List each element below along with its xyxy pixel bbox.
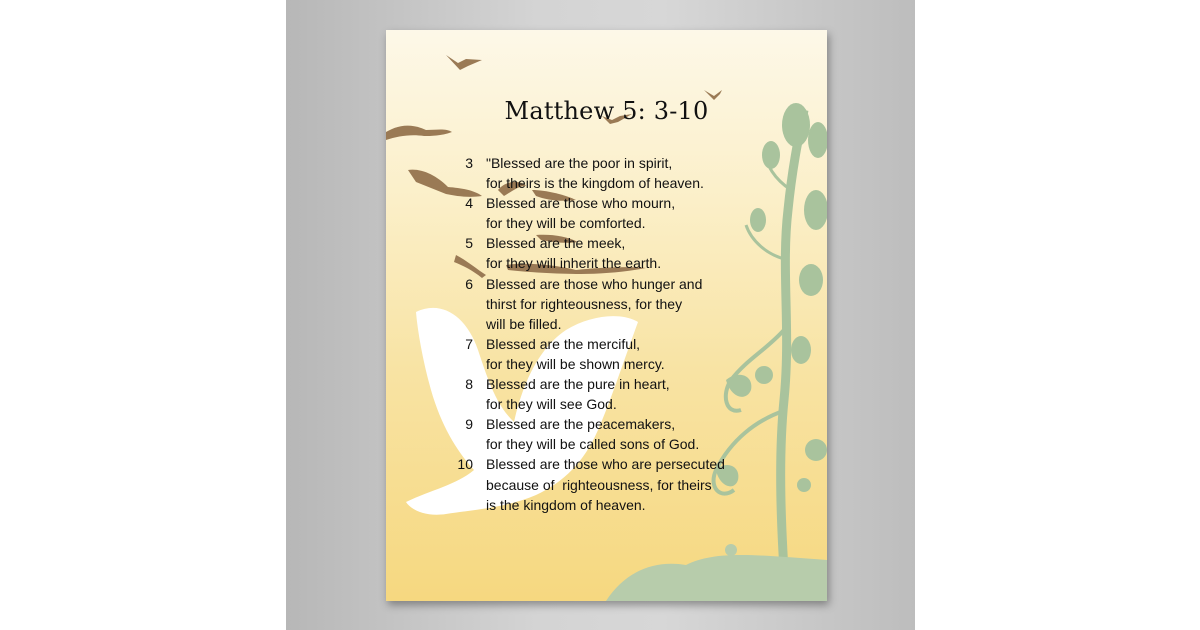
verse-text: because of righteousness, for theirs xyxy=(486,476,712,493)
verse-text: Blessed are those who hunger and xyxy=(486,275,703,292)
verse-line xyxy=(436,495,816,515)
verse-line xyxy=(436,354,816,374)
verse-line xyxy=(436,434,816,454)
verse-line xyxy=(436,294,816,314)
verse-text: Blessed are those who are persecuted xyxy=(486,456,725,473)
verse-line xyxy=(436,394,816,414)
verse-text: Blessed are the pure in heart, xyxy=(486,376,670,393)
verse-text: Blessed are the meek, xyxy=(486,235,626,252)
verse-text: for they will see God. xyxy=(486,396,617,413)
verse-number: 7 xyxy=(465,335,473,352)
verse-number: 4 xyxy=(465,195,473,212)
verse-number: 8 xyxy=(465,376,473,393)
verse-line xyxy=(436,414,816,434)
verse-number: 10 xyxy=(457,456,473,473)
verse-line xyxy=(436,274,816,294)
verse-line xyxy=(436,334,816,354)
verse-text: Blessed are those who mourn, xyxy=(486,195,676,212)
verse-text: for they will be comforted. xyxy=(486,215,646,232)
verse-line xyxy=(436,314,816,334)
verse-number: 3 xyxy=(465,155,473,171)
verse-line xyxy=(436,153,816,173)
verse-text: for they will be called sons of God. xyxy=(486,436,700,453)
verse-text: will be filled. xyxy=(486,315,562,332)
verse-text: thirst for righteousness, for they xyxy=(486,295,683,312)
verse-line xyxy=(436,253,816,273)
verse-line xyxy=(436,233,816,253)
verse-number: 5 xyxy=(465,235,473,252)
poster-title: Matthew 5: 3-10 xyxy=(504,97,709,125)
verse-number: 6 xyxy=(465,275,473,292)
flower-icon xyxy=(606,544,827,601)
verse-text: is the kingdom of heaven. xyxy=(486,496,646,513)
verse-text: for theirs is the kingdom of heaven. xyxy=(486,175,704,192)
verse-line xyxy=(436,213,816,233)
verse-line xyxy=(436,475,816,495)
verse-text: Blessed are the peacemakers, xyxy=(486,416,676,433)
verse-text: for they will be shown mercy. xyxy=(486,355,665,372)
verse-line xyxy=(436,173,816,193)
poster xyxy=(386,30,827,601)
verse-line xyxy=(436,193,816,213)
verse-text: Blessed are the merciful, xyxy=(486,335,641,352)
verse-text: for they will inherit the earth. xyxy=(486,255,662,272)
verse-line xyxy=(436,374,816,394)
verse-number: 9 xyxy=(465,416,473,433)
verse-line xyxy=(436,454,816,474)
verse-text: "Blessed are the poor in spirit, xyxy=(486,155,673,171)
verse-list xyxy=(436,153,816,515)
